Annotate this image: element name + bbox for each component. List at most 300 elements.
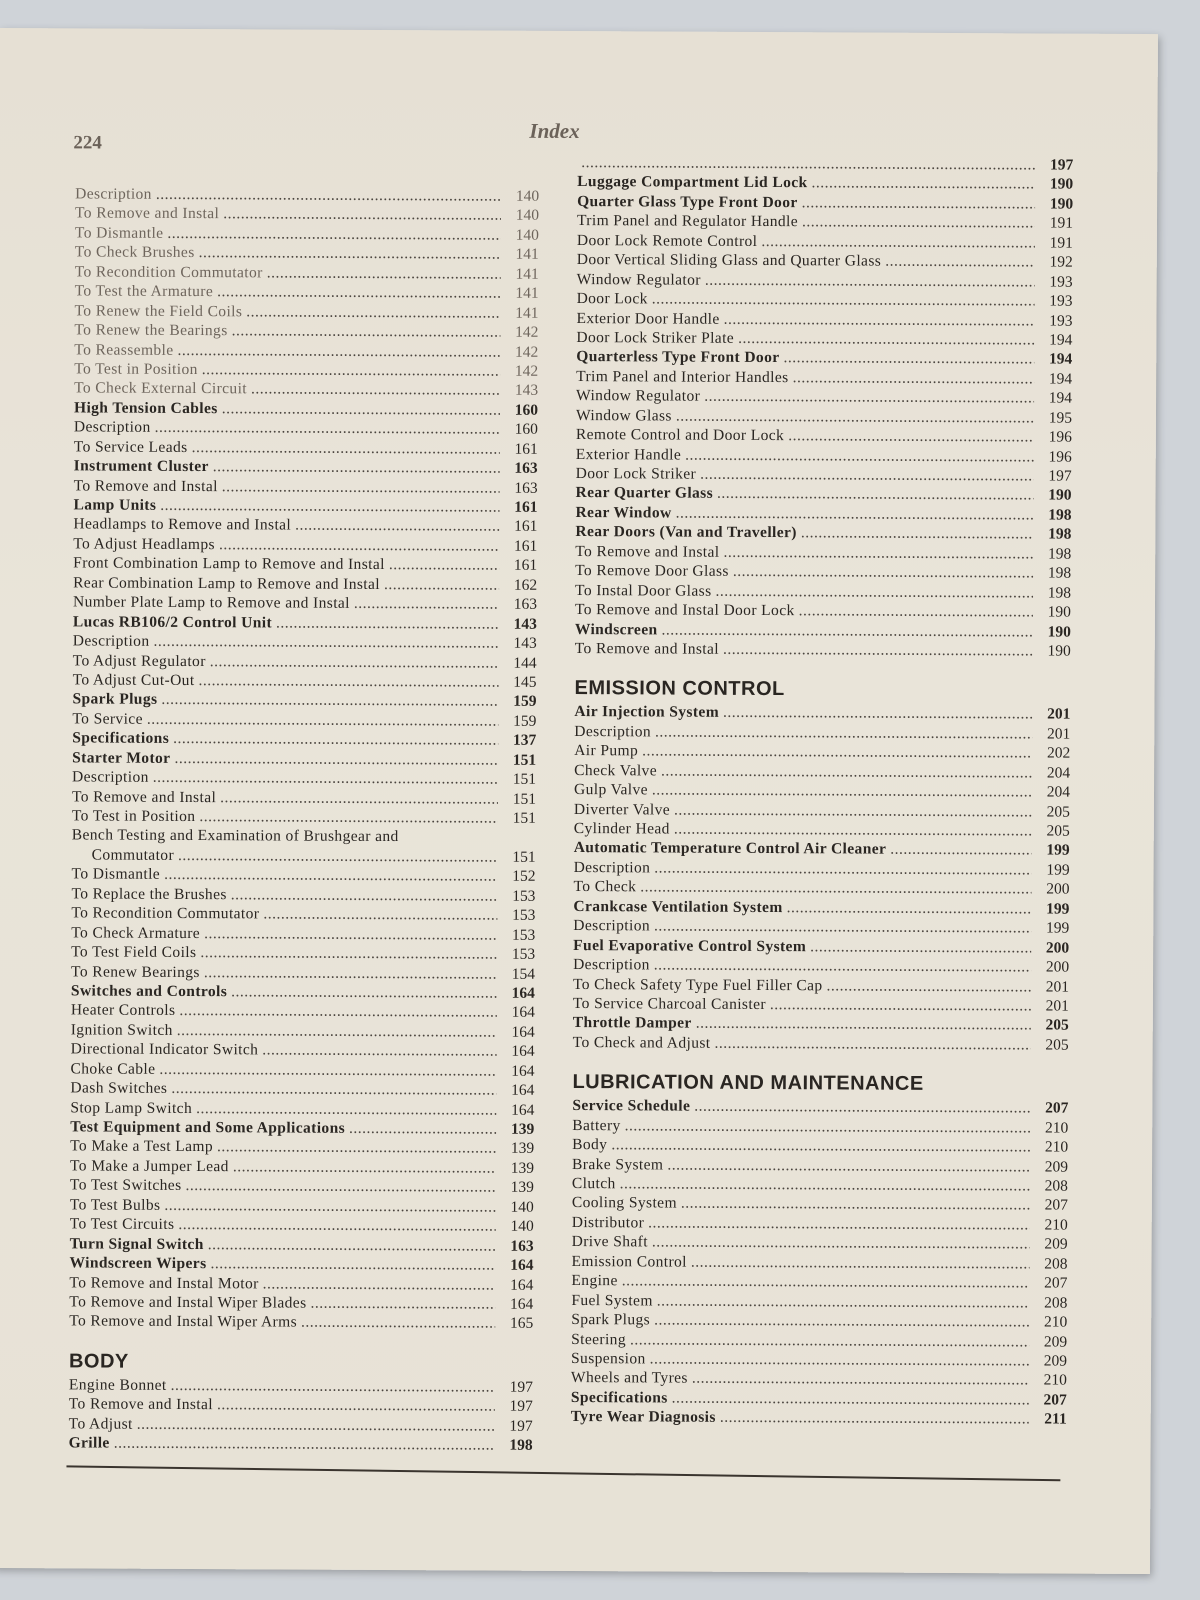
entry-page-number: 210: [1043, 1313, 1068, 1331]
entry-label: To Service Charcoal Canister: [572, 994, 766, 1013]
entry-label: To Renew Bearings: [71, 962, 200, 981]
entry-page-number: 142: [515, 323, 539, 341]
entry-page-number: 205: [1046, 803, 1070, 821]
left-entries: [69, 184, 539, 1333]
index-entry: [74, 379, 538, 401]
dot-leader: [147, 710, 499, 731]
dot-leader: [232, 321, 501, 342]
section-heading-emission-control: EMISSION CONTROL: [574, 677, 785, 701]
dot-leader: [246, 302, 500, 323]
dot-leader: [733, 562, 1033, 583]
dot-leader: [222, 399, 500, 420]
entry-label: Stop Lamp Switch: [70, 1098, 193, 1117]
entry-label: To Check and Adjust: [572, 1033, 711, 1052]
entry-page-number: 197: [1050, 156, 1074, 174]
dot-leader: [657, 1291, 1030, 1312]
entry-page-number: 143: [514, 382, 539, 400]
entry-label: Windscreen: [574, 620, 658, 638]
entry-page-number: 142: [514, 362, 539, 380]
entry-label: Door Lock Remote Control: [576, 231, 758, 250]
index-page: [0, 28, 1158, 1574]
index-entry: [577, 231, 1073, 253]
entry-page-number: 141: [515, 304, 539, 322]
index-entry: [576, 309, 1072, 331]
entry-page-number: 190: [1048, 486, 1072, 505]
entry-page-number: 197: [509, 1417, 533, 1435]
index-entry: [74, 457, 538, 479]
index-entry: [571, 1388, 1067, 1410]
dot-leader: [220, 788, 498, 809]
index-entry: [574, 819, 1070, 841]
index-entry: [75, 282, 539, 304]
entry-label: Lucas RB106/2 Control Unit: [72, 613, 273, 632]
entry-page-number: 193: [1049, 292, 1073, 310]
index-entry: [572, 1116, 1068, 1138]
entry-label: Rear Window: [575, 503, 672, 522]
index-entry: [75, 223, 539, 245]
entry-page-number: 151: [512, 790, 537, 808]
entry-label: Clutch: [571, 1175, 616, 1193]
right-column: [571, 153, 1074, 1429]
index-entry: [71, 1040, 535, 1062]
entry-label: Door Lock Striker: [575, 465, 697, 483]
dot-leader: [217, 1395, 495, 1416]
entry-page-number: 190: [1047, 603, 1072, 621]
entry-page-number: 210: [1043, 1371, 1067, 1389]
entry-page-number: 143: [513, 615, 537, 633]
entry-label: Luggage Compartment Lid Lock: [577, 173, 808, 192]
dot-leader: [654, 858, 1031, 879]
dot-leader: [654, 955, 1031, 976]
index-entry: [572, 1193, 1068, 1215]
index-entry: [574, 838, 1070, 860]
dot-leader: [723, 640, 1033, 661]
entry-page-number: 151: [512, 751, 537, 769]
index-entry: [571, 1252, 1067, 1274]
index-entry: [69, 1273, 533, 1295]
dot-leader: [640, 878, 1031, 900]
dot-leader: [164, 865, 498, 886]
index-entry: [72, 826, 536, 848]
index-entry: [571, 1291, 1067, 1313]
dot-leader: [179, 1001, 497, 1022]
entry-label: Distributor: [571, 1213, 645, 1232]
index-entry: [575, 600, 1071, 622]
index-entry: [69, 1434, 533, 1456]
entry-page-number: 151: [512, 770, 537, 788]
entry-page-number: 199: [1046, 861, 1070, 879]
entry-label: To Test Field Coils: [71, 943, 197, 962]
entry-page-number: 190: [1049, 195, 1074, 213]
dot-leader: [685, 445, 1034, 466]
index-entry: [74, 418, 538, 440]
entry-page-number: 207: [1045, 1099, 1069, 1117]
index-entry: [72, 709, 536, 731]
entry-label: Trim Panel and Regulator Handle: [576, 212, 799, 231]
dot-leader: [723, 543, 1033, 564]
entry-page-number: 196: [1048, 448, 1072, 466]
index-entry: [572, 1096, 1068, 1118]
entry-page-number: 201: [1047, 725, 1071, 743]
index-entry: [73, 593, 537, 615]
dot-leader: [667, 1155, 1030, 1176]
entry-label: Fuel Evaporative Control System: [573, 936, 807, 955]
entry-label: To Check Brushes: [74, 243, 195, 262]
entry-page-number: 201: [1047, 705, 1071, 723]
dot-leader: [301, 1313, 495, 1333]
dot-leader: [812, 174, 1036, 195]
entry-page-number: 209: [1043, 1352, 1068, 1370]
entry-page-number: 137: [512, 731, 537, 750]
index-entry: [577, 211, 1073, 233]
dot-leader: [202, 360, 501, 381]
index-entry: [71, 923, 535, 945]
index-entry: [571, 1310, 1067, 1332]
entry-page-number: 160: [514, 420, 538, 439]
entry-label: To Make a Test Lamp: [70, 1137, 214, 1156]
entry-page-number: 194: [1048, 370, 1073, 388]
index-entry: [71, 942, 535, 964]
entry-label: To Remove and Instal: [74, 204, 220, 223]
entry-page-number: 153: [512, 887, 536, 905]
entry-label: Headlamps to Remove and Instal: [73, 515, 292, 534]
entry-label: Test Equipment and Some Applications: [70, 1118, 346, 1137]
dot-leader: [310, 1294, 495, 1314]
entry-page-number: 200: [1045, 939, 1070, 957]
entry-label: Lamp Units: [73, 496, 157, 514]
entry-page-number: 191: [1049, 214, 1074, 232]
index-entry: [574, 722, 1070, 744]
entry-label: To Remove and Instal Motor: [69, 1273, 259, 1292]
entry-label: Rear Combination Lamp to Remove and Instal: [73, 574, 381, 593]
dot-leader: [801, 524, 1034, 545]
dot-leader: [738, 329, 1034, 350]
entry-page-number: 143: [513, 634, 537, 652]
dot-leader: [222, 477, 500, 498]
entry-label: To Dismantle: [74, 224, 164, 242]
entry-label: To Recondition Commutator: [74, 263, 263, 282]
index-entry: [70, 1195, 534, 1217]
index-entry: [577, 172, 1073, 194]
entry-label: To Remove and Instal: [73, 476, 218, 495]
index-entry: [73, 612, 537, 634]
dot-leader: [723, 703, 1032, 724]
dot-leader: [389, 555, 499, 575]
entry-label: Air Injection System: [574, 703, 720, 722]
index-entry: [571, 1349, 1067, 1371]
index-entry: [572, 1155, 1068, 1177]
dot-leader: [676, 406, 1034, 427]
entry-page-number: 139: [510, 1120, 535, 1138]
index-entry: [575, 522, 1071, 544]
entry-page-number: 196: [1048, 428, 1072, 446]
index-entry: [70, 1079, 534, 1101]
entry-label: Cylinder Head: [573, 820, 670, 838]
entry-page-number: 193: [1049, 273, 1073, 291]
index-entry: [573, 1033, 1069, 1055]
entry-page-number: 164: [511, 1042, 535, 1061]
dot-leader: [622, 1271, 1030, 1293]
dot-leader: [204, 924, 497, 945]
dot-leader: [704, 387, 1034, 408]
index-entry: [73, 573, 537, 595]
dot-leader: [185, 1176, 496, 1197]
entry-page-number: 140: [515, 187, 540, 205]
dot-leader: [159, 1060, 496, 1081]
entry-page-number: 153: [511, 945, 536, 963]
index-entry: [70, 1156, 534, 1178]
entry-page-number: 164: [511, 1081, 535, 1099]
index-entry: [571, 1330, 1067, 1352]
index-entry: [70, 1234, 534, 1256]
entry-label: Quarter Glass Type Front Door: [577, 192, 798, 212]
entry-label: Ignition Switch: [70, 1021, 173, 1039]
entry-label: To Dismantle: [71, 865, 161, 884]
entry-page-number: 142: [515, 343, 539, 361]
dot-leader: [178, 846, 498, 867]
entry-page-number: 204: [1046, 764, 1071, 782]
entry-label: Remote Control and Door Lock: [575, 426, 785, 445]
index-entry: [575, 561, 1071, 583]
entry-label: Diverter Valve: [573, 800, 671, 819]
dot-leader: [178, 1215, 495, 1236]
dot-leader: [652, 1233, 1030, 1254]
index-entry: [574, 761, 1070, 783]
page-number: 224: [73, 132, 102, 154]
index-entry: [573, 936, 1069, 958]
entry-label: Check Valve: [574, 761, 658, 780]
entry-page-number: 202: [1046, 744, 1071, 762]
entry-page-number: 205: [1045, 1036, 1069, 1054]
entry-page-number: 164: [511, 1062, 535, 1080]
section-heading-body: BODY: [68, 1350, 129, 1373]
dot-leader: [783, 348, 1034, 369]
entry-label: To Remove and Instal Door Lock: [574, 601, 795, 620]
entry-label: Window Regulator: [576, 387, 701, 405]
index-entry: [69, 1375, 533, 1397]
dot-leader: [770, 995, 1031, 1016]
dot-leader: [231, 885, 498, 906]
entry-label: To Test in Position: [74, 360, 198, 378]
dot-leader: [262, 1041, 496, 1062]
dot-leader: [802, 213, 1035, 234]
entry-page-number: 197: [509, 1378, 533, 1396]
index-entry: [73, 631, 537, 653]
entry-page-number: 201: [1045, 977, 1070, 996]
entry-page-number: 145: [513, 673, 537, 691]
entry-page-number: 190: [1047, 642, 1071, 660]
dot-leader: [654, 1311, 1029, 1332]
index-entry: [73, 651, 537, 673]
index-entry: [72, 787, 536, 809]
entry-label: Number Plate Lamp to Remove and Instal: [72, 593, 350, 613]
entry-page-number: 205: [1046, 822, 1070, 840]
index-entry: [573, 1013, 1069, 1035]
dot-leader: [674, 820, 1032, 841]
index-entry: [576, 464, 1072, 486]
index-entry: [577, 250, 1073, 272]
index-entry: [69, 1292, 533, 1314]
index-entry: [71, 1001, 535, 1023]
entry-page-number: 139: [510, 1179, 534, 1197]
entry-label: To Replace the Brushes: [71, 885, 227, 903]
entry-label: To Test the Armature: [74, 282, 214, 301]
index-entry: [572, 1232, 1068, 1254]
index-entry: [574, 780, 1070, 802]
dot-leader: [156, 185, 501, 206]
dot-leader: [799, 601, 1033, 622]
index-entry: [75, 184, 539, 206]
entry-label: Fuel System: [571, 1291, 653, 1310]
entry-label: To Remove Door Glass: [575, 562, 729, 581]
entry-label: Body: [572, 1136, 608, 1154]
entry-page-number: 208: [1044, 1294, 1068, 1312]
entry-label: Quarterless Type Front Door: [576, 348, 780, 367]
dot-leader: [787, 898, 1032, 919]
entry-label: To Test Switches: [69, 1176, 182, 1195]
entry-label: Throttle Damper: [572, 1014, 692, 1033]
index-entry: [572, 1174, 1068, 1196]
bottom-rule: [66, 1465, 1060, 1481]
entry-page-number: 160: [514, 401, 539, 419]
entry-page-number: 144: [513, 654, 537, 672]
entry-page-number: 207: [1044, 1274, 1068, 1292]
dot-leader: [890, 840, 1032, 860]
dot-leader: [717, 484, 1034, 505]
dot-leader: [192, 438, 500, 459]
entry-page-number: 198: [1047, 545, 1072, 563]
dot-leader: [654, 917, 1031, 938]
dot-leader: [251, 380, 500, 401]
entry-page-number: 199: [1046, 841, 1070, 860]
index-entry: [72, 748, 536, 770]
index-entry: [573, 877, 1069, 899]
entry-label: Turn Signal Switch: [69, 1235, 204, 1253]
index-entry: [577, 153, 1073, 175]
entry-label: Starter Motor: [72, 749, 171, 767]
index-entry: [574, 858, 1070, 880]
entry-label: Drive Shaft: [571, 1233, 648, 1251]
entry-page-number: 140: [510, 1198, 534, 1216]
entry-page-number: 194: [1048, 350, 1073, 368]
entry-label: To Test in Position: [71, 807, 196, 826]
index-entry: [576, 367, 1072, 389]
entry-label: Choke Cable: [70, 1060, 156, 1078]
index-entry: [73, 554, 537, 576]
entry-page-number: 164: [511, 984, 535, 1002]
index-entry: [576, 347, 1072, 369]
entry-page-number: 140: [515, 226, 539, 244]
dot-leader: [267, 263, 501, 284]
entry-page-number: 161: [513, 557, 538, 575]
entry-label: Specifications: [72, 729, 170, 748]
index-entry: [575, 503, 1071, 525]
dot-leader: [724, 309, 1035, 330]
entry-page-number: 151: [512, 848, 536, 866]
index-entry: [571, 1407, 1067, 1429]
dot-leader: [177, 1021, 497, 1042]
dot-leader: [263, 905, 497, 926]
entry-label: High Tension Cables: [73, 399, 218, 417]
dot-leader: [676, 503, 1034, 524]
index-entry: [75, 204, 539, 226]
index-entry: [73, 670, 537, 692]
entry-label: Rear Doors (Van and Traveller): [575, 523, 797, 542]
dot-leader: [642, 742, 1032, 763]
entry-label: To Adjust Headlamps: [73, 535, 216, 554]
index-entry: [576, 406, 1072, 428]
dot-leader: [827, 976, 1032, 997]
entry-page-number: 197: [1048, 467, 1072, 485]
entry-page-number: 210: [1044, 1119, 1069, 1137]
index-entry: [577, 289, 1073, 311]
entry-page-number: 200: [1045, 958, 1070, 976]
dot-leader: [263, 1274, 496, 1295]
left-column: [69, 184, 540, 1455]
dot-leader: [655, 722, 1032, 743]
dot-leader: [625, 1116, 1031, 1138]
index-entry: [574, 702, 1070, 724]
entry-label: To Check Armature: [71, 924, 201, 942]
entry-page-number: 197: [509, 1397, 533, 1416]
entry-page-number: 211: [1044, 1410, 1067, 1428]
dot-leader: [178, 340, 501, 361]
entry-label: To Test Bulbs: [69, 1196, 161, 1214]
dot-leader: [164, 1196, 496, 1217]
entry-page-number: 195: [1048, 409, 1073, 427]
index-entry: [75, 243, 539, 265]
entry-label: Door Vertical Sliding Glass and Quarter Glass: [576, 251, 882, 270]
dot-leader: [681, 1194, 1030, 1215]
index-entry: [69, 1414, 533, 1436]
entry-label: To Check External Circuit: [74, 379, 248, 398]
dot-leader: [694, 1097, 1030, 1118]
index-entry: [575, 639, 1071, 661]
entry-page-number: 209: [1044, 1235, 1068, 1253]
dot-leader: [217, 1138, 496, 1159]
entry-page-number: 199: [1046, 919, 1070, 937]
index-entry: [72, 806, 536, 828]
entry-page-number: 163: [514, 479, 538, 497]
entry-page-number: 163: [513, 595, 538, 614]
index-entry: [575, 620, 1071, 642]
index-entry: [72, 768, 536, 790]
entry-label: Specifications: [570, 1388, 668, 1407]
dot-leader: [810, 937, 1031, 958]
index-entry: [71, 981, 535, 1003]
entry-page-number: 194: [1048, 389, 1073, 407]
index-entry: [72, 865, 536, 887]
dot-leader: [793, 368, 1035, 389]
dot-leader: [611, 1135, 1030, 1157]
entry-label: Switches and Controls: [70, 982, 228, 1001]
entry-page-number: 139: [510, 1159, 535, 1177]
entry-page-number: 200: [1046, 880, 1070, 898]
entry-label: Wheels and Tyres: [570, 1369, 688, 1387]
dot-leader: [705, 270, 1035, 291]
dot-leader: [652, 289, 1035, 310]
index-entry: [576, 483, 1072, 505]
entry-label: To Reassemble: [74, 340, 174, 359]
dot-leader: [349, 1119, 496, 1139]
entry-label: Description: [574, 722, 652, 741]
entry-label: Commutator: [91, 846, 175, 864]
dot-leader: [802, 193, 1036, 214]
index-entry: [70, 1098, 534, 1120]
entry-page-number: 198: [509, 1436, 533, 1454]
entry-label: Window Glass: [575, 406, 672, 425]
page-title: Index: [529, 118, 580, 144]
